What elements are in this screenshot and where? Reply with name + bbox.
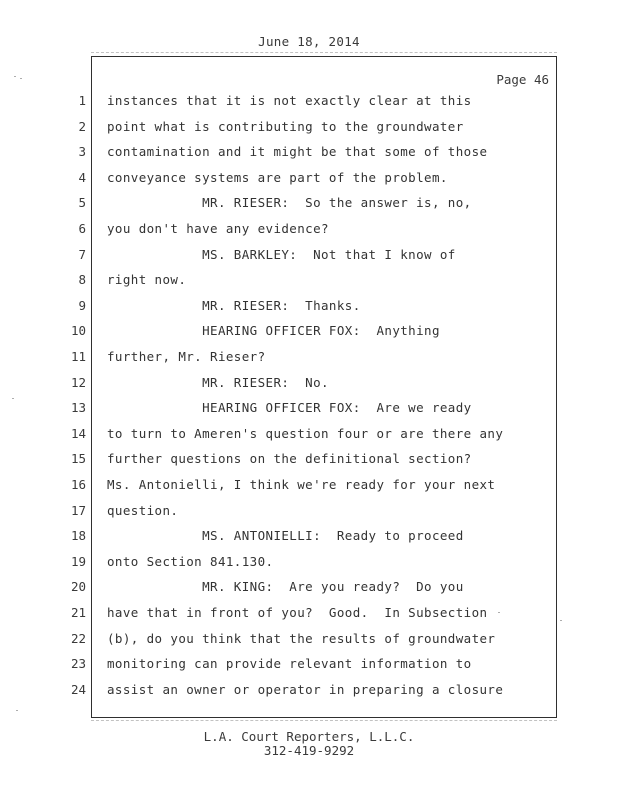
line-number: 16	[70, 477, 86, 492]
line-number: 9	[78, 298, 86, 313]
transcript-line-text: MR. RIESER: Thanks.	[107, 298, 361, 313]
transcript-line-text: assist an owner or operator in preparing a closure	[107, 682, 504, 697]
transcript-line-text: monitoring can provide relevant information to	[107, 656, 472, 671]
transcript-line-text: further questions on the definitional section?	[107, 451, 472, 466]
line-number: 20	[70, 579, 86, 594]
scan-speck	[16, 710, 18, 711]
line-number: 22	[70, 631, 86, 646]
scan-speck	[20, 78, 22, 79]
page-number-label: Page 46	[496, 72, 549, 87]
line-number: 12	[70, 375, 86, 390]
line-number: 10	[70, 323, 86, 338]
court-reporter-company: L.A. Court Reporters, L.L.C.	[203, 729, 415, 744]
line-number: 2	[78, 119, 86, 134]
line-number: 5	[78, 195, 86, 210]
line-number: 19	[70, 554, 86, 569]
court-reporter-phone: 312-419-9292	[263, 743, 355, 758]
line-number: 6	[78, 221, 86, 236]
scan-speck	[12, 398, 14, 399]
line-number: 1	[78, 93, 86, 108]
line-number: 3	[78, 144, 86, 159]
transcript-line-text: point what is contributing to the groundwater	[107, 119, 464, 134]
transcript-line-text: (b), do you think that the results of groundwater	[107, 631, 496, 646]
transcript-line-text: have that in front of you? Good. In Subsection	[107, 605, 488, 620]
transcript-line-text: MS. ANTONIELLI: Ready to proceed	[107, 528, 464, 543]
transcript-line-text: further, Mr. Rieser?	[107, 349, 266, 364]
line-number: 15	[70, 451, 86, 466]
transcript-line-text: MR. KING: Are you ready? Do you	[107, 579, 464, 594]
transcript-line-text: Ms. Antonielli, I think we're ready for your next	[107, 477, 496, 492]
line-number: 4	[78, 170, 86, 185]
scan-speck	[560, 620, 562, 621]
line-number: 21	[70, 605, 86, 620]
transcript-line-text: MR. RIESER: So the answer is, no,	[107, 195, 472, 210]
line-number: 11	[70, 349, 86, 364]
page-frame-bottom-edge	[91, 720, 557, 723]
transcript-line-text: instances that it is not exactly clear at this	[107, 93, 472, 108]
line-number: 24	[70, 682, 86, 697]
transcript-line-text: you don't have any evidence?	[107, 221, 329, 236]
transcript-line-text: onto Section 841.130.	[107, 554, 274, 569]
transcript-line-text: question.	[107, 503, 179, 518]
transcript-line-text: MR. RIESER: No.	[107, 375, 329, 390]
footer	[0, 730, 618, 758]
transcript-line-text: conveyance systems are part of the problem.	[107, 170, 448, 185]
transcript-line-text: HEARING OFFICER FOX: Are we ready	[107, 400, 472, 415]
line-number: 8	[78, 272, 86, 287]
transcript-line-text: MS. BARKLEY: Not that I know of	[107, 247, 456, 262]
line-number: 13	[70, 400, 86, 415]
line-number: 17	[70, 503, 86, 518]
header-date: June 18, 2014	[258, 34, 360, 49]
transcript-line-text: contamination and it might be that some of those	[107, 144, 488, 159]
transcript-line-text: to turn to Ameren's question four or are there any	[107, 426, 504, 441]
line-number: 18	[70, 528, 86, 543]
scan-speck	[14, 76, 16, 77]
line-number: 14	[70, 426, 86, 441]
line-number: 7	[78, 247, 86, 262]
line-number: 23	[70, 656, 86, 671]
scan-speck	[498, 612, 500, 613]
transcript-line-text: right now.	[107, 272, 187, 287]
transcript-line-text: HEARING OFFICER FOX: Anything	[107, 323, 440, 338]
